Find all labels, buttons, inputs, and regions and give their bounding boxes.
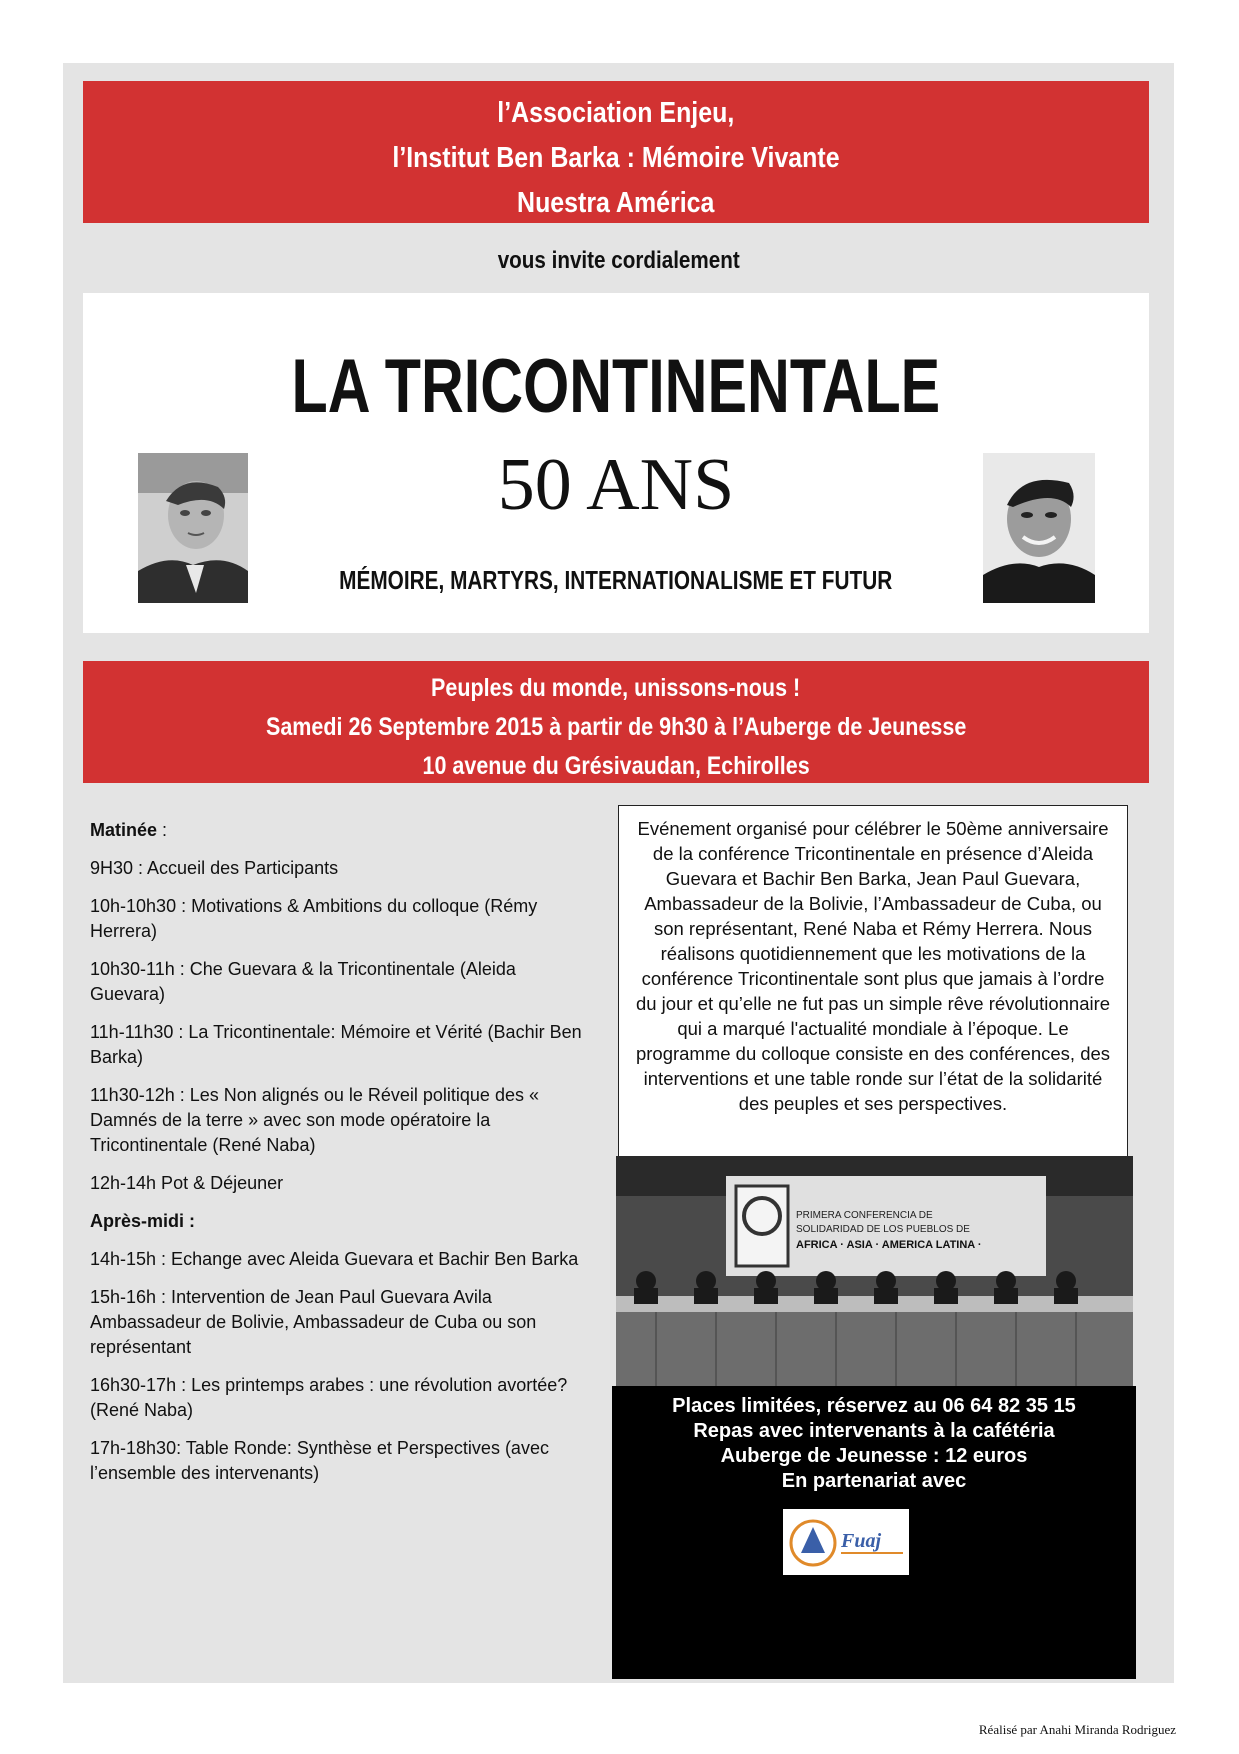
- portrait-photo-right: [983, 453, 1095, 603]
- subtitle: MÉMOIRE, MARTYRS, INTERNATIONALISME ET FUTUR: [339, 565, 893, 595]
- reservation-info: [612, 1386, 1136, 1679]
- partner-logo-illustration: [783, 1509, 909, 1575]
- schedule-item: 10h30-11h : Che Guevara & la Tricontinentale (Aleida Guevara): [90, 959, 516, 1004]
- schedule-item: 11h30-12h : Les Non alignés ou le Réveil politique des « Damnés de la terre » avec son mode opératoire la Tricontinentale (René Naba): [90, 1085, 539, 1155]
- partner-logo-text: Fuaj: [841, 1530, 882, 1552]
- portrait-photo-left: [138, 453, 248, 603]
- poster: [63, 63, 1174, 1683]
- banner-line: PRIMERA CONFERENCIA DE: [796, 1210, 933, 1221]
- banner-line: AFRICA · ASIA · AMERICA LATINA ·: [796, 1239, 982, 1251]
- organizer-line: Nuestra América: [517, 187, 715, 219]
- info-line: Repas avec intervenants à la cafétéria: [693, 1420, 1055, 1442]
- schedule-item: 9H30 : Accueil des Participants: [90, 858, 339, 878]
- schedule-item: 10h-10h30 : Motivations & Ambitions du colloque (Rémy Herrera): [90, 896, 538, 941]
- info-line: En partenariat avec: [781, 1470, 967, 1492]
- program-schedule: [90, 818, 590, 1499]
- info-line: Places limitées, réservez au 06 64 82 35 15: [672, 1395, 1076, 1417]
- schedule-item: 16h30-17h : Les printemps arabes : une révolution avortée? (René Naba): [90, 1375, 568, 1420]
- event-description: Evénement organisé pour célébrer le 50ème anniversaire de la conférence Tricontinentale en présence d’Aleida Guevara et Bachir Ben Barka, Jean Paul Guevara, Ambassadeur de la Bolivie, l’Ambassadeur de Cuba, ou son représentant, René Naba et Rémy Herrera. Nous réalisons quotidiennement que les motivations de la conférence Tricontinentale sont plus que jamais à l’ordre du jour et qu’elle ne fut pas un simple rêve révolutionnaire qui a marqué l'actualité mondiale à l’époque. Le programme du colloque consiste en des conférences, des interventions et une table ronde sur l’état de la solidarité des peuples et ses perspectives.: [618, 805, 1128, 1175]
- schedule-item: 15h-16h : Intervention de Jean Paul Guevara Avila Ambassadeur de Bolivie, Ambassadeur de Cuba ou son représentant: [90, 1287, 537, 1357]
- organizers-banner: [83, 81, 1149, 223]
- conference-photo-illustration: [616, 1156, 1133, 1386]
- organizer-line: l’Institut Ben Barka : Mémoire Vivante: [392, 142, 840, 174]
- event-line: Samedi 26 Septembre 2015 à partir de 9h30 à l’Auberge de Jeunesse: [265, 713, 967, 741]
- portrait-left-illustration: [138, 453, 248, 603]
- partner-logo: [783, 1509, 909, 1575]
- invite-line: vous invite cordialement: [497, 247, 740, 274]
- banner-line: SOLIDARIDAD DE LOS PUEBLOS DE: [796, 1224, 970, 1235]
- info-line: Auberge de Jeunesse : 12 euros: [720, 1445, 1028, 1467]
- title-box: [83, 293, 1149, 633]
- event-line: Peuples du monde, unissons-nous !: [431, 674, 801, 702]
- main-title: LA TRICONTINENTALE: [291, 344, 941, 429]
- schedule-item: 14h-15h : Echange avec Aleida Guevara et Bachir Ben Barka: [90, 1249, 579, 1269]
- schedule-item: 17h-18h30: Table Ronde: Synthèse et Perspectives (avec l’ensemble des intervenants): [90, 1438, 549, 1483]
- schedule-item: 12h-14h Pot & Déjeuner: [90, 1173, 284, 1193]
- event-banner: [83, 661, 1149, 783]
- anniversary-years: 50 ANS: [497, 444, 735, 526]
- portrait-right-illustration: [983, 453, 1095, 603]
- schedule-item: 11h-11h30 : La Tricontinentale: Mémoire et Vérité (Bachir Ben Barka): [90, 1022, 582, 1067]
- conference-photo: [616, 1156, 1133, 1386]
- afternoon-heading: Après-midi :: [90, 1211, 196, 1231]
- organizer-line: l’Association Enjeu,: [497, 97, 735, 129]
- credit-line: Réalisé par Anahi Miranda Rodriguez: [978, 1722, 1176, 1737]
- morning-heading: Matinée :: [90, 820, 168, 840]
- event-line: 10 avenue du Grésivaudan, Echirolles: [422, 752, 810, 780]
